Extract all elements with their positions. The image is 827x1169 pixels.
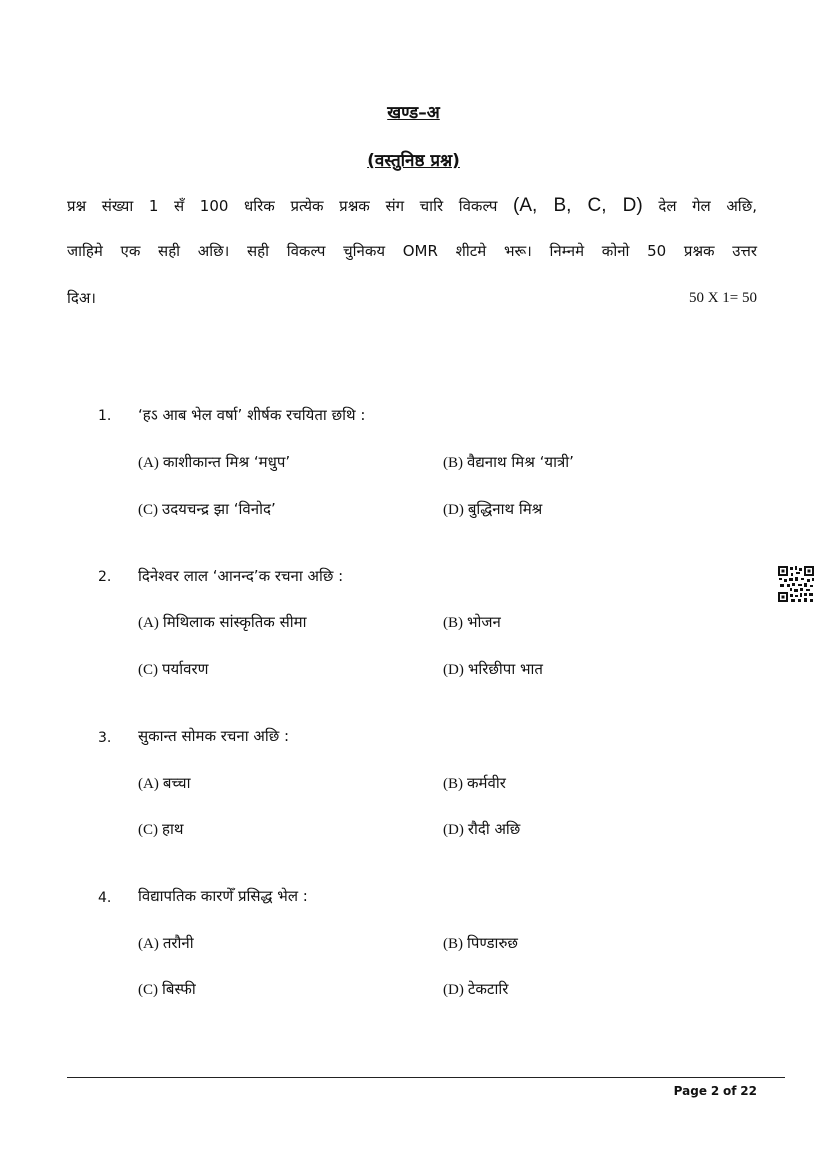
option-d[interactable] [443, 659, 543, 679]
section-subtitle [0, 148, 827, 171]
section-title [0, 100, 827, 123]
question-number: 2. [98, 569, 112, 585]
option-text: वैद्यनाथ मिश्र ‘यात्री’ [467, 453, 574, 471]
option-b[interactable] [443, 773, 506, 793]
question-number: 4. [98, 890, 112, 906]
option-text: बुद्धिनाथ मिश्र [467, 500, 543, 518]
page-number [674, 1084, 757, 1098]
question-number: 1. [98, 408, 112, 424]
option-label: (D) [443, 822, 464, 838]
instruction-line-3: दिअ। [67, 289, 96, 307]
option-label: (D) [443, 662, 464, 678]
option-c[interactable] [138, 819, 183, 839]
option-label: (C) [138, 822, 158, 838]
instruction-line-1-pre: प्रश्न संख्या 1 सँ 100 धरिक प्रत्येक प्रश्नक संग चारि विकल्प [67, 197, 498, 215]
option-label: (B) [443, 615, 463, 631]
option-text: टेकटारि [467, 980, 509, 998]
option-b[interactable] [443, 452, 574, 472]
page-prefix: Page [673, 1084, 707, 1098]
option-label: (B) [443, 936, 463, 952]
option-text: पर्यावरण [162, 660, 209, 678]
option-text: कर्मवीर [467, 774, 506, 792]
option-label: (C) [138, 982, 158, 998]
option-label: (A) [138, 936, 159, 952]
section-title-text: खण्ड–अ [387, 103, 440, 123]
option-label: (B) [443, 455, 463, 471]
option-text: हाथ [162, 820, 184, 838]
option-label: (B) [443, 776, 463, 792]
option-text: उदयचन्द्र झा ‘विनोद’ [162, 500, 276, 518]
option-text: काशीकान्त मिश्र ‘मधुप’ [162, 453, 291, 471]
option-label: (C) [138, 502, 158, 518]
section-subtitle-text: (वस्तुनिष्ठ प्रश्न) [367, 151, 460, 171]
option-text: तरौनी [162, 934, 194, 952]
instruction-line-2: जाहिमे एक सही अछि। सही विकल्प चुनिकय OMR शीटमे भरू। निम्नमे कोनो 50 प्रश्नक उत्तर [67, 242, 757, 260]
page-total: 22 [740, 1084, 757, 1098]
option-d[interactable] [443, 979, 508, 999]
option-label: (C) [138, 662, 158, 678]
question-text: विद्यापतिक कारणेँ प्रसिद्ध भेल : [138, 887, 308, 905]
option-label: (A) [138, 455, 159, 471]
option-text: रौदी अछि [467, 820, 521, 838]
option-text: बच्चा [162, 774, 191, 792]
instruction-line-1-post: देल गेल अछि, [658, 197, 757, 215]
option-b[interactable] [443, 612, 501, 632]
option-label: (A) [138, 776, 159, 792]
option-a[interactable] [138, 452, 290, 472]
option-c[interactable] [138, 979, 196, 999]
option-label: (D) [443, 982, 464, 998]
option-text: भोजन [467, 613, 501, 631]
option-text: भरिछीपा भात [467, 660, 543, 678]
question-number: 3. [98, 730, 112, 746]
option-a[interactable] [138, 773, 190, 793]
option-text: मिथिलाक सांस्कृतिक सीमा [162, 613, 307, 631]
qr-code-icon [777, 565, 815, 603]
instruction-line-1 [67, 195, 757, 217]
question-text: ‘हऽ आब भेल वर्षा’ शीर्षक रचयिता छथि : [138, 406, 366, 424]
marks-label: 50 X 1= 50 [688, 290, 757, 306]
instruction-options: (A, B, C, D) [513, 195, 643, 216]
option-label: (A) [138, 615, 159, 631]
option-c[interactable] [138, 499, 276, 519]
option-b[interactable] [443, 933, 518, 953]
footer-divider [67, 1077, 785, 1078]
option-c[interactable] [138, 659, 208, 679]
option-text: पिण्डारुछ [467, 934, 518, 952]
question-text: सुकान्त सोमक रचना अछि : [138, 727, 290, 745]
option-text: बिस्फी [162, 980, 196, 998]
page-current: 2 [710, 1084, 720, 1098]
option-label: (D) [443, 502, 464, 518]
option-a[interactable] [138, 933, 194, 953]
option-d[interactable] [443, 819, 520, 839]
page-of: of [723, 1084, 737, 1098]
option-a[interactable] [138, 612, 306, 632]
question-text: दिनेश्वर लाल ‘आनन्द’क रचना अछि : [138, 567, 344, 585]
option-d[interactable] [443, 499, 542, 519]
